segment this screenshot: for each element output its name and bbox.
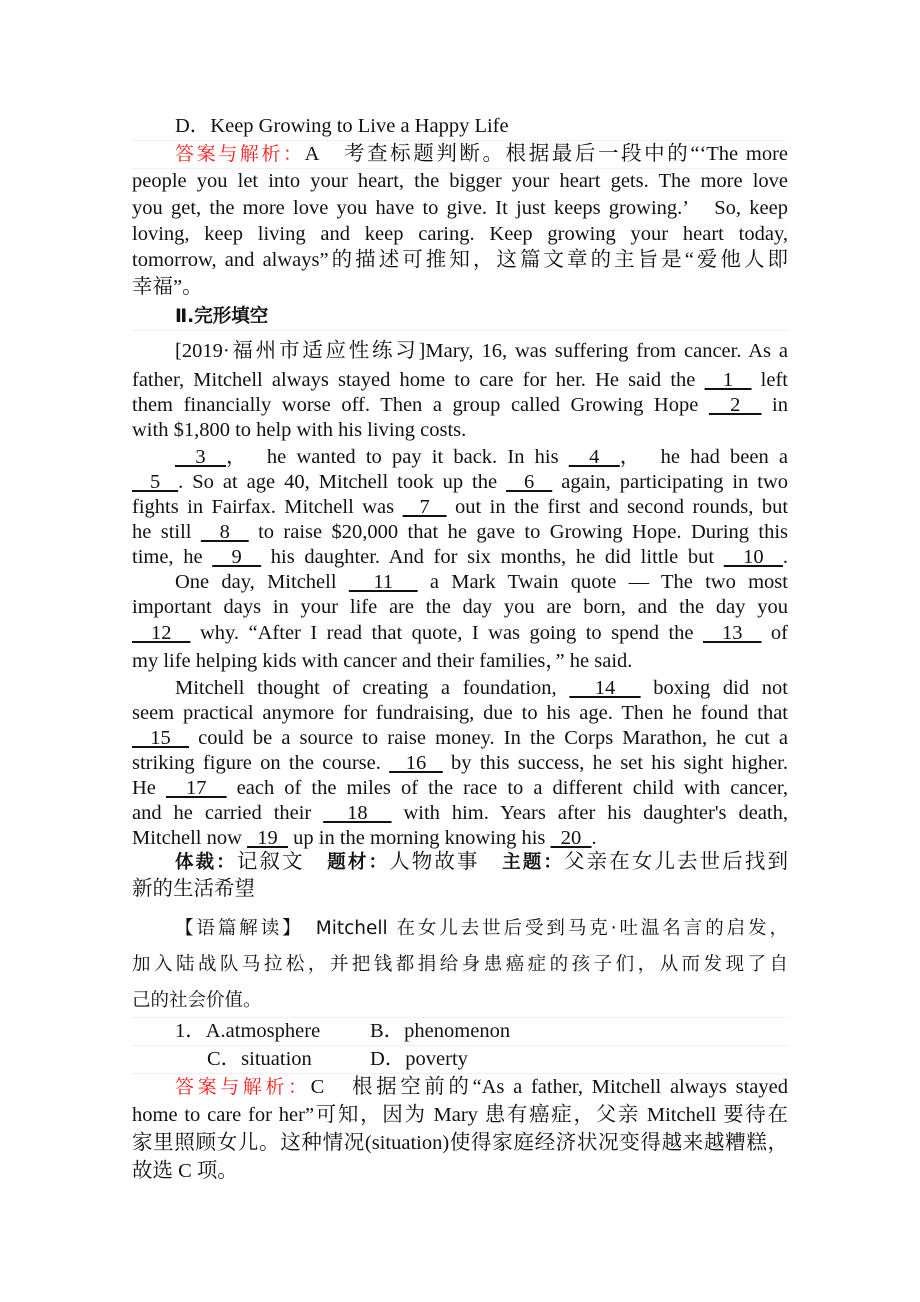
body-text: by this success, he set his sight higher. bbox=[442, 752, 789, 774]
body-text: 幸福”。 bbox=[132, 276, 203, 298]
text-line bbox=[132, 417, 788, 443]
text-line bbox=[132, 982, 788, 1016]
cloze-blank: 3 bbox=[175, 446, 227, 468]
cloze-blank: 5 bbox=[132, 471, 179, 493]
text-line bbox=[132, 392, 788, 418]
cloze-blank: 17 bbox=[165, 777, 227, 799]
body-text: . bbox=[782, 546, 789, 568]
body-text: 人物故事 bbox=[389, 851, 503, 873]
text-line bbox=[175, 338, 788, 364]
body-text: D．Keep Growing to Live a Happy Life bbox=[175, 115, 509, 137]
body-text: ， he had been a bbox=[619, 446, 789, 468]
body-text: his daughter. And for six months, he did little but bbox=[261, 546, 724, 568]
body-text: fights in Fairfax. Mitchell was bbox=[132, 496, 403, 518]
section-heading: 主题： bbox=[502, 852, 565, 873]
cloze-blank: 1 bbox=[704, 369, 752, 391]
body-text: father, Mitchell always stayed home to care for her. He said the bbox=[132, 369, 705, 391]
body-text: seem practical anymore for fundraising, due to his age. Then he found that bbox=[132, 702, 788, 724]
cloze-blank: 19 bbox=[247, 827, 289, 849]
body-text: 新的生活希望 bbox=[132, 878, 255, 900]
body-text: again, participating in two bbox=[552, 471, 789, 493]
divider bbox=[132, 168, 788, 169]
body-text: in bbox=[761, 394, 789, 416]
summary-text: 加入陆战队马拉松，并把钱都捐给身患癌症的孩子们，从而发现了自 bbox=[132, 954, 788, 975]
body-text: with him. Years after his daughter's death, bbox=[391, 802, 788, 824]
body-text: D．poverty bbox=[370, 1048, 468, 1070]
body-text: One day, Mitchell bbox=[175, 571, 349, 593]
body-text: people you let into your heart, the bigger your heart gets. The more love bbox=[132, 170, 788, 192]
divider bbox=[132, 1073, 788, 1074]
summary-text: 己的社会价值。 bbox=[132, 990, 262, 1011]
option-text: 1．A.atmosphere bbox=[175, 1020, 321, 1042]
body-text: 父亲在女儿去世后找到 bbox=[564, 851, 788, 873]
cloze-blank: 16 bbox=[389, 752, 443, 774]
option-text: C．situation bbox=[207, 1048, 312, 1070]
text-line bbox=[175, 113, 788, 139]
cloze-blank: 7 bbox=[402, 496, 447, 518]
body-text: [2019·福州市适应性练习]Mary, 16, was suffering from cancer. As a bbox=[175, 340, 788, 362]
text-line bbox=[132, 221, 788, 247]
divider bbox=[132, 140, 788, 141]
body-text: tomorrow, and always”的描述可推知，这篇文章的主旨是“爱他人即 bbox=[132, 249, 788, 271]
body-text: ， he wanted to pay it back. In his bbox=[226, 446, 569, 468]
text-line bbox=[132, 946, 788, 980]
body-text: them financially worse off. Then a group called Growing Hope bbox=[132, 394, 709, 416]
text-line bbox=[132, 775, 788, 801]
body-text: up in the morning knowing his bbox=[288, 827, 551, 849]
body-text: a Mark Twain quote — The two most bbox=[417, 571, 788, 593]
text-line bbox=[132, 700, 788, 726]
body-text: Mitchell thought of creating a foundation, bbox=[175, 677, 570, 699]
body-text: out in the first and second rounds, but bbox=[446, 496, 789, 518]
text-line bbox=[132, 876, 788, 902]
text-line bbox=[132, 195, 788, 221]
divider bbox=[132, 1017, 788, 1018]
cloze-blank: 20 bbox=[550, 827, 592, 849]
section-heading: 体裁： bbox=[175, 852, 237, 873]
cloze-blank: 11 bbox=[348, 571, 418, 593]
text-line bbox=[132, 519, 788, 545]
cloze-blank: 18 bbox=[323, 802, 392, 824]
text-line bbox=[132, 1158, 788, 1184]
answer-label: 答案与解析： bbox=[175, 143, 305, 165]
body-text: you get, the more love you have to give. It just keeps growing.’ So, keep bbox=[132, 197, 788, 219]
section-heading: Ⅱ.完形填空 bbox=[175, 306, 269, 327]
text-line bbox=[132, 544, 788, 570]
cloze-blank: 14 bbox=[569, 677, 641, 699]
text-line bbox=[132, 469, 788, 495]
body-text: B．phenomenon bbox=[370, 1020, 511, 1042]
text-line bbox=[132, 1130, 788, 1156]
text-line bbox=[132, 367, 788, 393]
body-text: He bbox=[132, 777, 166, 799]
body-text: each of the miles of the race to a different child with cancer, bbox=[226, 777, 789, 799]
cloze-blank: 9 bbox=[212, 546, 262, 568]
body-text: 记叙文 bbox=[236, 851, 328, 873]
text-line bbox=[132, 825, 788, 851]
cloze-blank: 13 bbox=[702, 622, 762, 644]
text-line bbox=[132, 168, 788, 194]
body-text: A 考查标题判断。根据最后一段中的“‘The more bbox=[304, 143, 788, 165]
text-line bbox=[132, 1102, 788, 1128]
body-text: 家里照顾女儿。这种情况(situation)使得家庭经济状况变得越来越糟糕， bbox=[132, 1132, 788, 1154]
cloze-blank: 4 bbox=[568, 446, 620, 468]
cloze-blank: 12 bbox=[132, 622, 191, 644]
body-text: why. “After I read that quote, I was going to spend the bbox=[190, 622, 703, 644]
summary-text: 【语篇解读】 Mitchell 在女儿去世后受到马克·吐温名言的启发， bbox=[175, 918, 788, 939]
text-line bbox=[175, 910, 788, 944]
text-line bbox=[207, 1046, 820, 1072]
cloze-blank: 8 bbox=[200, 521, 249, 543]
text-line bbox=[132, 247, 788, 273]
body-text: . So at age 40, Mitchell took up the bbox=[178, 471, 507, 493]
text-line bbox=[132, 494, 788, 520]
divider bbox=[132, 1045, 788, 1046]
text-line bbox=[175, 1018, 788, 1044]
body-text: my life helping kids with cancer and their families，” he said. bbox=[132, 650, 633, 672]
cloze-blank: 15 bbox=[132, 727, 190, 749]
body-text: 故选 C 项。 bbox=[132, 1160, 238, 1182]
body-text: boxing did not bbox=[640, 677, 789, 699]
body-text: C 根据空前的“As a father, Mitchell always stayed bbox=[310, 1076, 788, 1098]
section-heading: 题材： bbox=[327, 852, 390, 873]
body-text: of bbox=[761, 622, 789, 644]
text-line bbox=[175, 141, 788, 167]
body-text: he still bbox=[132, 521, 201, 543]
text-line bbox=[175, 675, 788, 701]
body-text: important days in your life are the day you are born, and the day you bbox=[132, 596, 788, 618]
body-text: and he carried their bbox=[132, 802, 324, 824]
body-text: striking figure on the course. bbox=[132, 752, 390, 774]
answer-label: 答案与解析： bbox=[175, 1076, 311, 1098]
body-text: loving, keep living and keep caring. Keep growing your heart today, bbox=[132, 223, 788, 245]
body-text: Mitchell now bbox=[132, 827, 248, 849]
body-text: time, he bbox=[132, 546, 213, 568]
body-text: . bbox=[591, 827, 597, 849]
text-line bbox=[132, 648, 788, 674]
cloze-blank: 6 bbox=[506, 471, 553, 493]
cloze-blank: 10 bbox=[723, 546, 783, 568]
text-line bbox=[132, 750, 788, 776]
text-line bbox=[175, 569, 788, 595]
text-line bbox=[175, 1074, 788, 1100]
text-line bbox=[175, 849, 788, 875]
divider bbox=[132, 330, 788, 331]
text-line bbox=[132, 594, 788, 620]
cloze-blank: 2 bbox=[708, 394, 762, 416]
body-text: to raise $20,000 that he gave to Growing Hope. During this bbox=[248, 521, 789, 543]
text-line bbox=[132, 620, 788, 646]
body-text: left bbox=[751, 369, 789, 391]
text-line bbox=[175, 303, 788, 329]
text-line bbox=[132, 800, 788, 826]
body-text: with $1,800 to help with his living costs. bbox=[132, 419, 467, 441]
body-text: could be a source to raise money. In the Corps Marathon, he cut a bbox=[189, 727, 789, 749]
text-line bbox=[175, 444, 788, 470]
text-line bbox=[132, 274, 788, 300]
body-text: home to care for her”可知，因为 Mary 患有癌症，父亲 Mitchell 要待在 bbox=[132, 1104, 788, 1126]
text-line bbox=[132, 725, 788, 751]
